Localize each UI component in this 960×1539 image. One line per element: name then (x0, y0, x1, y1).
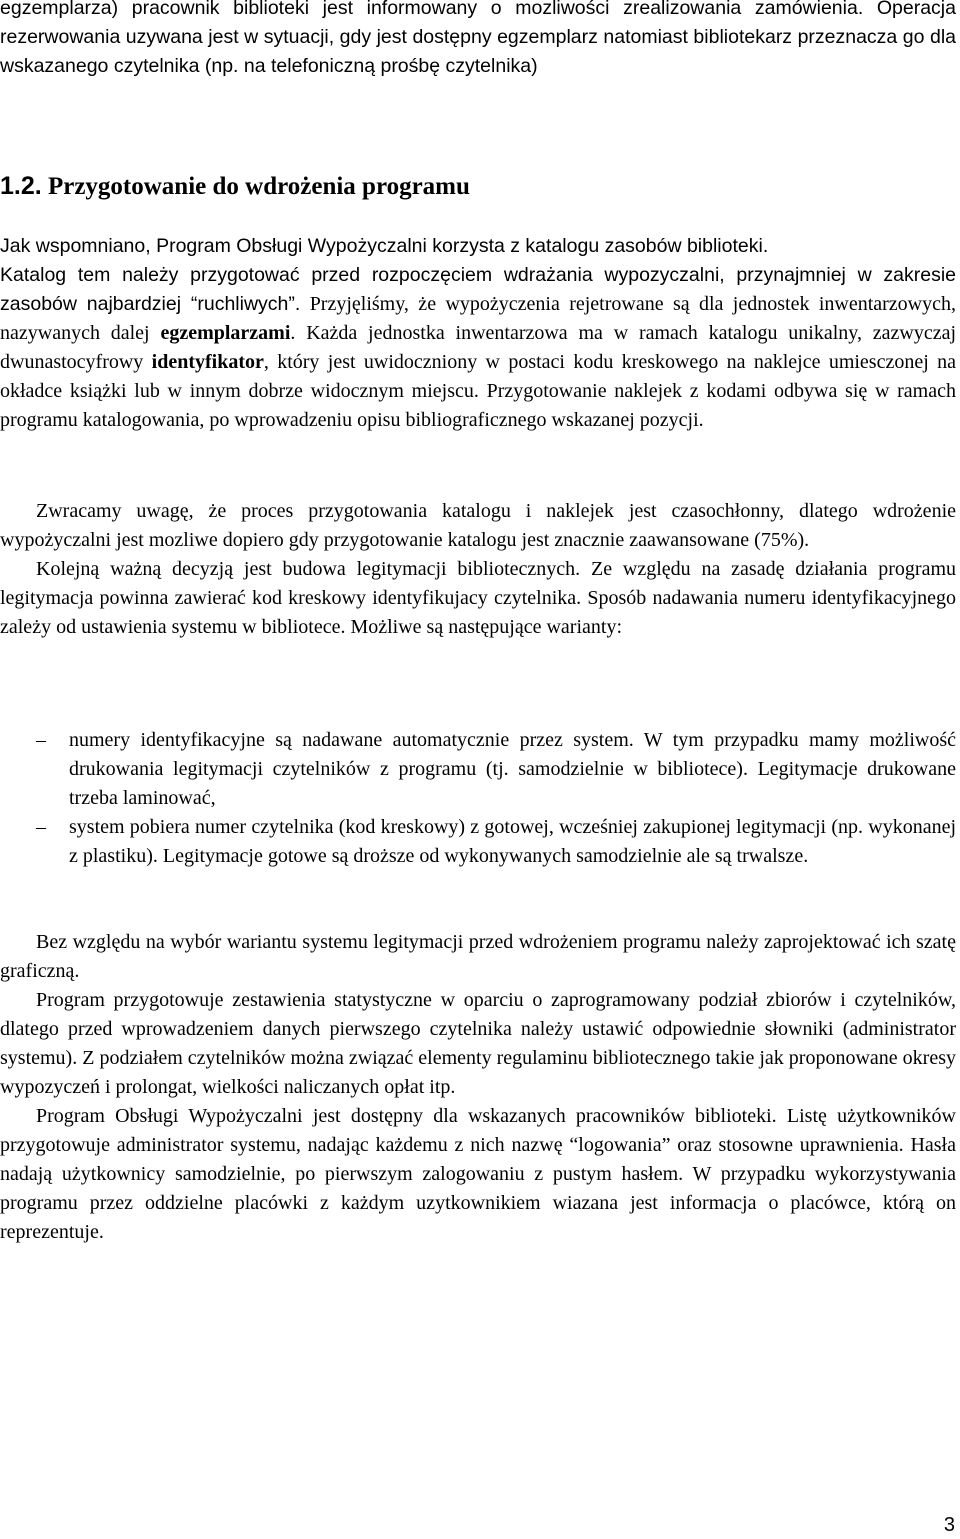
intro-part-1: Katalog tem należy przygotować przed rozpoczęciem wdrażania wypozyczalni, przynajmniej w zakresie zasobów najbardziej “ruchliwych”. (0, 264, 956, 315)
paragraph-zwracamy: Zwracamy uwagę, że proces przygotowania katalogu i naklejek jest czasochłonny, dlatego wdrożenie wypożyczalni jest mozliwe dopiero gdy przygotowanie katalogu jest znacznie zaawansowane (75%). (0, 500, 956, 551)
page-number: 3 (943, 1514, 955, 1536)
list-dash: – (36, 816, 46, 838)
kolejna-part-2: Ze względu na zasadę działania programu legitymacja powinna zawierać kod kreskowy identyfikujacy czytelnika. (0, 558, 957, 609)
intro-part-3: . Każda jednostka inwentarzowa ma w ramach katalogu unikalny, zazwyczaj dwunastocyfrowy (0, 322, 957, 373)
paragraph-bez: Bez względu na wybór wariantu systemu legitymacji przed wdrożeniem programu należy zaprojektować ich szatę graficzną. (0, 931, 956, 982)
section-title: Przygotowanie do wdrożenia programu (47, 173, 470, 200)
top-paragraph: egzemplarza) pracownik biblioteki jest informowany o mozliwości zrealizowania zamówienia. Operacja rezerwowania uzywana jest w sytuacji, gdy jest dostępny egzemplarz natomiast bibliotekarz przeznacza go dla wskazanego czytelnika (np. na telefoniczną prośbę czytelnika) (0, 0, 956, 77)
intro-part-5: Przygotowanie naklejek z kodami odbywa się w ramach programu katalogowania, po wprowadzeniu opisu bibliograficznego wskazanej pozycji. (0, 380, 956, 431)
intro-paragraphs (0, 232, 956, 435)
list-item-text: numery identyfikacyjne są nadawane automatycznie przez system. W tym przypadku mamy możliwość drukowania legitymacji czytelników z programu (tj. samodzielnie w bibliotece). Legitymacje drukowane trzeba laminować, (69, 729, 956, 809)
paragraph-program-1: Program przygotowuje zestawienia statystyczne w oparciu o zaprogramowany podział zbiorów i czytelników, dlatego przed wprowadzeniem danych pierwszego czytelnika należy ustawić odpowiednie słowniki (administrator systemu). Z podziałem czytelników można związać elementy regulaminu bibliotecznego takie jak proponowane okresy wypozyczeń i prolongat, wielkości naliczanych opłat itp. (0, 989, 956, 1098)
body-paragraphs-2 (0, 928, 956, 1247)
intro-part-4: , który jest uwidoczniony w postaci kodu kreskowego na naklejce umiesczonej na okładce książki lub w innym dobrze widocznym miejscu. (0, 351, 956, 402)
kolejna-part-1: Kolejną ważną decyzją jest budowa legitymacji bibliotecznych. (36, 558, 581, 580)
list-dash: – (36, 729, 46, 751)
intro-first-line: Jak wspomniano, Program Obsługi Wypożyczalni korzysta z katalogu zasobów biblioteki. (0, 235, 769, 257)
section-heading (0, 171, 470, 202)
list-item-text: system pobiera numer czytelnika (kod kreskowy) z gotowej, wcześniej zakupionej legitymacji (np. wykonanej z plastiku). Legitymacje gotowe są droższe od wykonywanych samodzielnie ale są trwalsze. (69, 816, 956, 867)
term-identyfikator: identyfikator (151, 351, 264, 373)
intro-part-2: Przyjęliśmy, że wypożyczenia rejetrowane są dla jednostek inwentarzowych, nazywanych dalej (0, 293, 957, 344)
list-item (0, 726, 956, 813)
intro-body (0, 261, 956, 435)
list-item (0, 813, 956, 871)
paragraph-program-2: Program Obsługi Wypożyczalni jest dostępny dla wskazanych pracowników biblioteki. Listę użytkowników przygotowuje administrator systemu, nadając każdemu z nich nazwę “logowania” oraz stosowne uprawnienia. Hasła nadają użytkownicy samodzielnie, po pierwszym zalogowaniu z pustym hasłem. W przypadku wykorzystywania programu przez oddzielne placówki z każdym uzytkownikiem wiazana jest informacja o placówce, którą on reprezentuje. (0, 1105, 956, 1243)
variants-list (0, 726, 956, 871)
body-paragraphs-1 (0, 497, 956, 642)
section-number: 1.2. (0, 172, 42, 200)
paragraph-kolejna (0, 555, 956, 642)
term-egzemplarze: egzemplarzami (160, 322, 291, 344)
kolejna-part-3: Sposób nadawania numeru identyfikacyjnego zależy od ustawienia systemu w bibliotece. Możliwe są następujące warianty: (0, 587, 957, 638)
